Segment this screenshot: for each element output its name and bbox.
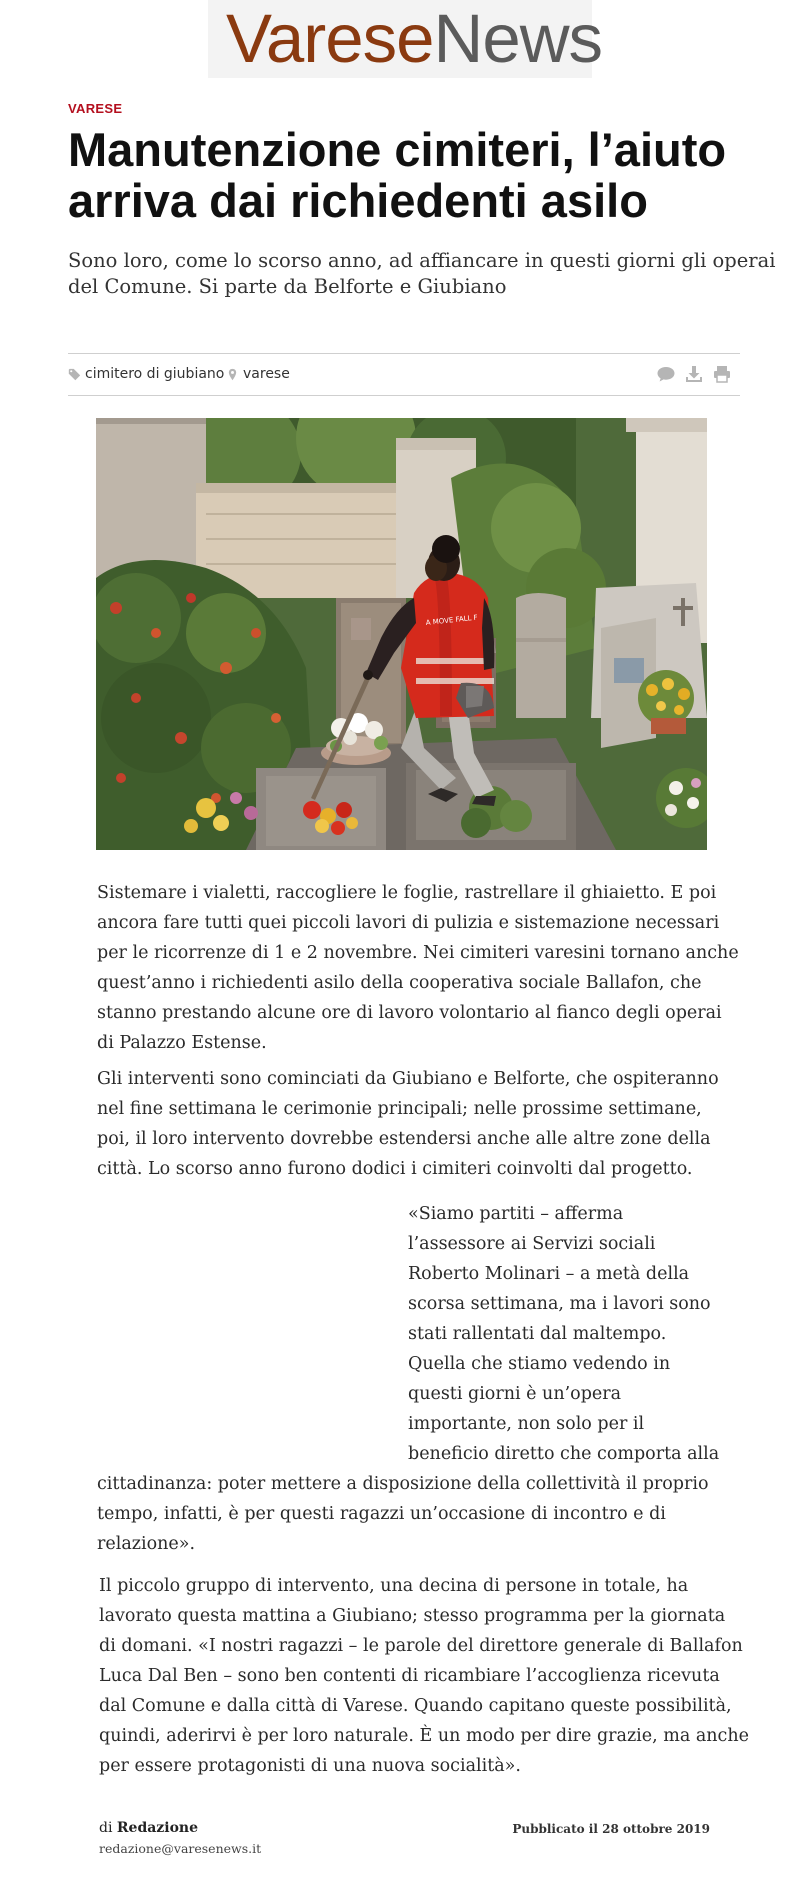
- vest-text: A MOVE FALL F: [425, 613, 479, 627]
- paragraph-line: per essere protagonisti di una nuova socialità».: [99, 1756, 521, 1776]
- site-logo[interactable]: VareseNews: [226, 0, 603, 77]
- article-actions: [656, 364, 732, 384]
- article-paragraph: [97, 1064, 727, 1184]
- tag-label: cimitero di giubiano: [85, 366, 225, 382]
- paragraph-line: Luca Dal Ben – sono ben contenti di ricambiare l’accoglienza ricevuta: [99, 1666, 720, 1686]
- paragraph-line: importante, non solo per il: [408, 1414, 645, 1434]
- paragraph-line: nel fine settimana le cerimonie principali; nelle prossime settimane,: [97, 1099, 702, 1119]
- paragraph-line: tempo, infatti, è per questi ragazzi un’occasione di incontro e di: [97, 1504, 666, 1524]
- paragraph-line: l’assessore ai Servizi sociali: [408, 1234, 656, 1254]
- paragraph-line: dal Comune e dalla città di Varese. Quando capitano queste possibilità,: [99, 1696, 732, 1716]
- location-pin-icon: [226, 368, 239, 381]
- comment-icon[interactable]: [656, 364, 676, 384]
- article-photo: [96, 418, 707, 850]
- publish-date: Pubblicato il 28 ottobre 2019: [512, 1822, 710, 1836]
- byline-prefix: di: [99, 1820, 113, 1836]
- paragraph-line: relazione».: [97, 1534, 196, 1554]
- paragraph-line: Gli interventi sono cominciati da Giubiano e Belforte, che ospiteranno: [97, 1069, 719, 1089]
- tag-icon: [68, 368, 81, 381]
- paragraph-line: quindi, aderirvi è per loro naturale. È un modo per dire grazie, ma anche: [99, 1726, 749, 1746]
- tag-link-varese[interactable]: [226, 366, 290, 382]
- paragraph-line: poi, il loro intervento dovrebbe estendersi anche alle altre zone della: [97, 1129, 711, 1149]
- article-title: [68, 124, 768, 226]
- paragraph-line: per le ricorrenze di 1 e 2 novembre. Nei cimiteri varesini tornano anche: [97, 943, 739, 963]
- subtitle-line: del Comune. Si parte da Belforte e Giubiano: [68, 275, 507, 298]
- paragraph-line: di Palazzo Estense.: [97, 1033, 267, 1053]
- paragraph-line: Il piccolo gruppo di intervento, una decina di persone in totale, ha: [99, 1576, 689, 1596]
- paragraph-line: Quella che stiamo vedendo in: [408, 1354, 671, 1374]
- paragraph-line: di domani. «I nostri ragazzi – le parole del direttore generale di Ballafon: [99, 1636, 743, 1656]
- article-subtitle: [68, 248, 776, 300]
- article-paragraph: [97, 878, 739, 1058]
- paragraph-line: questi giorni è un’opera: [408, 1384, 622, 1404]
- paragraph-line: scorsa settimana, ma i lavori sono: [408, 1294, 711, 1314]
- author-byline: [99, 1820, 198, 1836]
- paragraph-line: lavorato questa mattina a Giubiano; stesso programma per la giornata: [99, 1606, 726, 1626]
- title-line: arriva dai richiedenti asilo: [68, 174, 648, 227]
- article-paragraph: [99, 1571, 749, 1781]
- subtitle-line: Sono loro, come lo scorso anno, ad affiancare in questi giorni gli operai: [68, 249, 776, 272]
- author-name: Redazione: [116, 1820, 199, 1836]
- author-email-link[interactable]: redazione@varesenews.it: [99, 1841, 262, 1856]
- paragraph-line: cittadinanza: poter mettere a disposizione della collettività il proprio: [97, 1474, 709, 1494]
- tag-label: varese: [243, 366, 290, 382]
- author-link[interactable]: [117, 1820, 198, 1836]
- title-line: Manutenzione cimiteri, l’aiuto: [68, 123, 727, 176]
- paragraph-line: quest’anno i richiedenti asilo della cooperativa sociale Ballafon, che: [97, 973, 702, 993]
- print-icon[interactable]: [712, 364, 732, 384]
- paragraph-line: città. Lo scorso anno furono dodici i cimiteri coinvolti dal progetto.: [97, 1159, 693, 1179]
- download-icon[interactable]: [684, 364, 704, 384]
- paragraph-line: stati rallentati dal maltempo.: [408, 1324, 667, 1344]
- paragraph-line: Roberto Molinari – a metà della: [408, 1264, 690, 1284]
- paragraph-line: stanno prestando alcune ore di lavoro volontario al fianco degli operai: [97, 1003, 722, 1023]
- section-label[interactable]: VARESE: [68, 101, 123, 116]
- tag-link-cimitero[interactable]: [68, 366, 224, 382]
- paragraph-line: Sistemare i vialetti, raccogliere le foglie, rastrellare il ghiaietto. E poi: [97, 883, 717, 903]
- paragraph-line: beneficio diretto che comporta alla: [408, 1444, 720, 1464]
- article-quote-paragraph: [97, 1199, 727, 1559]
- paragraph-line: ancora fare tutti quei piccoli lavori di pulizia e sistemazione necessari: [97, 913, 720, 933]
- paragraph-line: «Siamo partiti – afferma: [408, 1204, 624, 1224]
- article-meta-bar: [68, 353, 740, 396]
